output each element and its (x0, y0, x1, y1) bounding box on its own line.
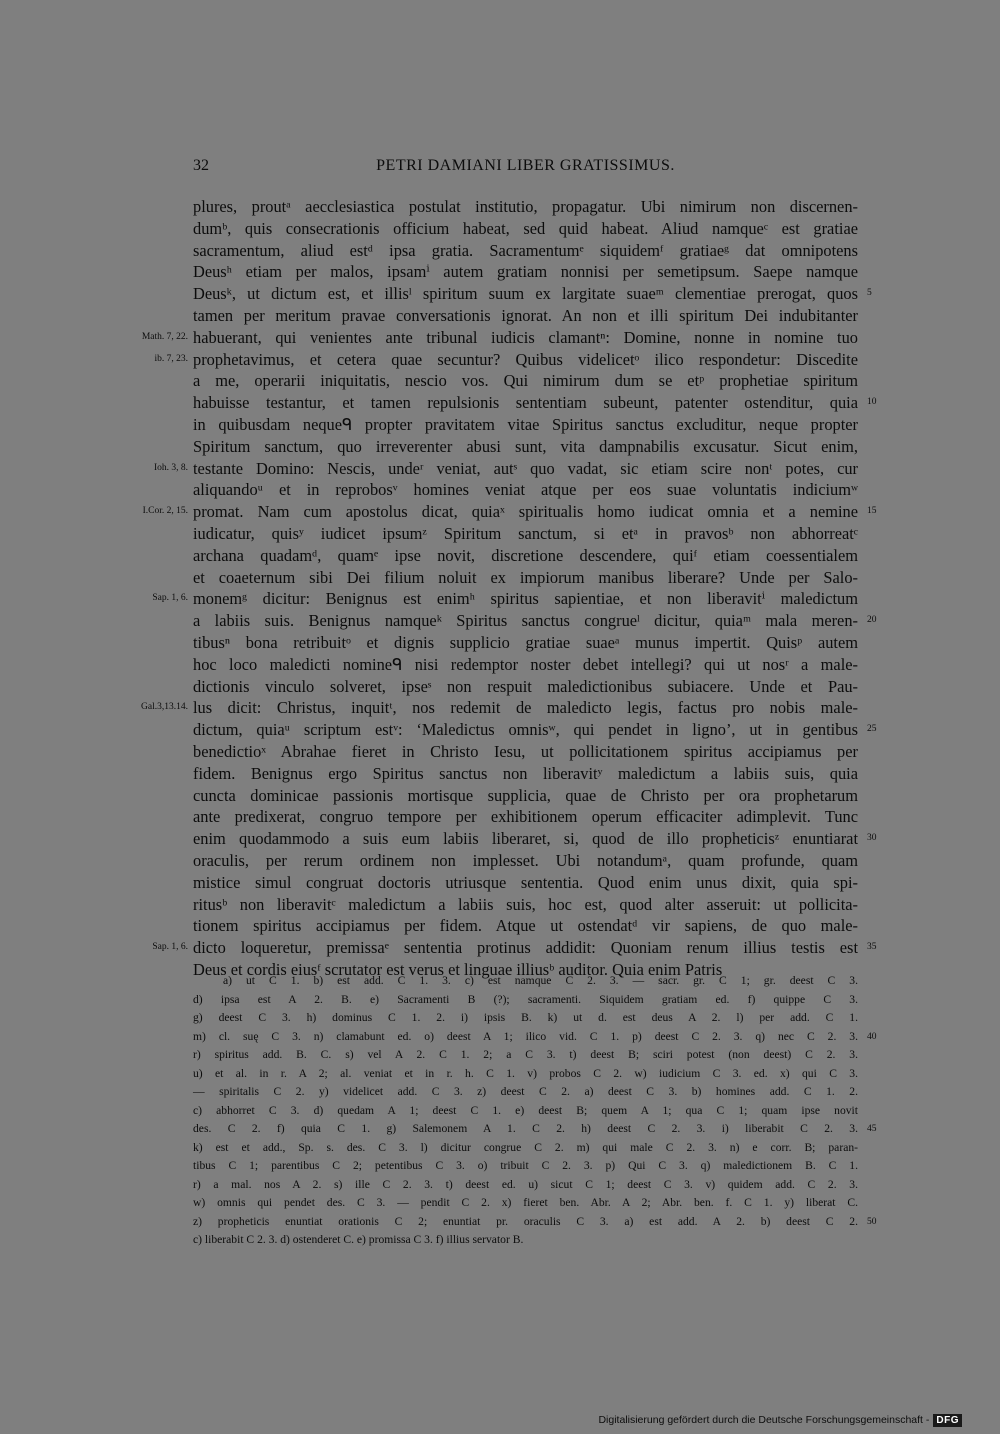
text-line (193, 850, 858, 872)
margin-reference: ib. 7, 23. (154, 353, 188, 364)
text-line (142, 501, 877, 523)
footnote-text: a) ut C 1. b) est add. C 1. 3. c) est namque C 2. 3. — sacr. gr. C 1; gr. deest C 3. (223, 974, 858, 987)
text-line (193, 872, 858, 894)
text-line (193, 240, 858, 262)
footnote-line (193, 1194, 858, 1213)
line-number: 20 (867, 615, 877, 626)
margin-reference: Sap. 1, 6. (152, 942, 188, 953)
line-text: Spiritum sanctum, quo irreverenter abusi sunt, vita dampnabilis excusatur. Sicut enim, (193, 436, 858, 456)
footnote-line (193, 1102, 858, 1121)
line-text: ante predixerat, congruo tempore per exhibitionem operum efficaciter adimplevit. Tunc (193, 807, 858, 827)
margin-reference: Sap. 1, 6. (152, 593, 188, 604)
line-text: promat. Nam cum apostolus dicat, quiaˣ spiritualis homo iudicat omnia et a nemine (193, 502, 858, 522)
line-number: 40 (867, 1031, 877, 1042)
line-text: enim quodammodo a suis eum labiis liberaret, si, quod de illo propheticisᶻ enuntiarat (193, 829, 858, 849)
footnotes (193, 972, 877, 1250)
line-text: oraculis, per rerum ordinem non implesset. Ubi notandumᵃ, quam profunde, quam (193, 850, 858, 870)
line-text: archana quadamᵈ, quamᵉ ipse novit, discretione descendere, quiᶠ etiam coessentialem (193, 545, 858, 565)
line-text: et coaeternum sibi Dei filium noluit ex impiorum manibus liberare? Unde per Salo- (193, 567, 858, 587)
text-line (193, 261, 858, 283)
line-text: benedictioˣ Abrahae fieret in Christo Iesu, ut pollicitationem spiritus accipiamus per (193, 741, 858, 761)
footnote-line (193, 1009, 858, 1028)
line-text: plures, proutᵃ aecclesiastica postulat institutio, propagatur. Ubi nimirum non discernen- (193, 197, 858, 216)
footnote-line (193, 1083, 858, 1102)
line-number: 50 (867, 1216, 877, 1227)
line-text: habuerant, qui venientes ante tribunal iudicis clamantⁿ: Domine, nonne in nomine tuo (193, 327, 858, 347)
line-text: habuisse testantur, et tamen repulsionis sententiam subeunt, patenter ostenditur, quia (193, 393, 858, 413)
text-line (193, 785, 858, 807)
footnote-text: g) deest C 3. h) dominus C 1. 2. i) ipsis B. k) ut d. est deus A 2. l) per add. C 1. (193, 1011, 858, 1024)
line-text: testante Domino: Nescis, undeʳ veniat, autˢ quo vadat, sic etiam scire nonᵗ potes, cur (193, 458, 858, 478)
line-text: in quibusdam nequeᑫ propter pravitatem vitae Spiritus sanctus excluditur, neque propter (193, 414, 858, 434)
line-text: hoc loco maledicti nomineᑫ nisi redemptor noster debet intellegi? qui ut nosʳ a male- (193, 654, 858, 674)
main-text (141, 196, 877, 981)
margin-reference: I.Cor. 2, 15. (142, 506, 188, 517)
text-line (193, 654, 858, 676)
footnote-line (193, 1065, 858, 1084)
margin-reference: Ioh. 3, 8. (153, 462, 188, 473)
line-text: Deus et cordis eiusᶠ scrutator est verus et linguae illiusᵇ auditor. Quia enim Patris (193, 959, 723, 979)
line-number: 25 (867, 724, 877, 735)
line-number: 10 (867, 397, 877, 408)
dfg-logo: DFG (933, 1414, 962, 1427)
text-line (154, 349, 858, 371)
footnote-line (193, 991, 858, 1010)
text-line (193, 915, 858, 937)
text-line (193, 806, 858, 828)
text-line (193, 305, 858, 327)
text-line (193, 283, 872, 305)
margin-reference: Math. 7, 22. (141, 331, 188, 342)
page-number: 32 (193, 157, 209, 174)
text-line (193, 196, 858, 218)
text-line (153, 458, 858, 480)
line-text: tamen per meritum pravae conversationis ignorat. An non et illi spiritum Dei indubitanter (193, 305, 858, 325)
line-text: a labiis suis. Benignus namqueᵏ Spiritus sanctus congrueˡ dicitur, quiaᵐ mala meren- (193, 611, 858, 631)
text-line (193, 741, 858, 763)
footnote-text: k) est et add., Sp. s. des. C 3. l) dicitur congrue C 2. m) qui male C 2. 3. n) e corr. B; paran- (193, 1140, 858, 1154)
text-line (193, 676, 858, 698)
footnote-text: m) cl. suę C 3. n) clamabunt ed. o) deest A 1; ilico vid. C 1. p) deest C 2. 3. q) nec C 2. 3. (193, 1029, 858, 1043)
footnote-text: c) abhorret C 3. d) quedam A 1; deest C 1. e) deest B; quem A 1; qua C 1; quam ipse novit (193, 1103, 858, 1117)
footnote-text: r) a mal. nos A 2. s) ille C 2. 3. t) deest ed. u) sicut C 1; deest C 3. v) quidem add. C 2. 3. (193, 1177, 858, 1191)
footnote-text: des. C 2. f) quia C 1. g) Salemonem A 1. C 2. h) deest C 2. 3. i) liberabit C 2. 3. (193, 1122, 858, 1135)
line-text: aliquandoᵘ et in reprobosᵛ homines veniat atque per eos suae voluntatis indiciumʷ (193, 480, 858, 500)
line-text: Deusʰ etiam per malos, ipsamⁱ autem gratiam nonnisi per semetipsum. Saepe namque (193, 262, 858, 282)
line-text: dumᵇ, quis consecrationis officium habeat, sed quid habeat. Aliud namqueᶜ est gratiae (193, 218, 858, 238)
text-line (193, 523, 858, 545)
text-line (193, 719, 877, 741)
text-line (193, 414, 858, 436)
line-text: mistice simul congruat doctoris utriusque sententia. Quod enim unus dixit, quia spi- (193, 872, 858, 892)
text-line (152, 937, 877, 959)
footnote-text: tibus C 1; parentibus C 2; petentibus C 3. o) tribuit C 2. 3. p) Qui C 3. q) maledictionem B. C 1. (193, 1159, 858, 1172)
footnote-text: r) spiritus add. B. C. s) vel A 2. C 1. 2; a C 3. t) deest B; sciri potest (non deest) C 2. 3. (193, 1048, 858, 1061)
line-text: a me, operarii iniquitatis, nescio vos. Qui nimirum dum se etᵖ prophetiae spiritum (193, 371, 858, 391)
funding-footer (598, 1410, 962, 1430)
line-text: prophetavimus, et cetera quae secuntur? Quibus videlicetᵒ ilico respondetur: Discedite (193, 349, 858, 369)
text-line (193, 370, 858, 392)
funding-text: Digitalisierung gefördert durch die Deutsche Forschungsgemeinschaft - (598, 1414, 930, 1426)
line-text: tibusⁿ bona retribuitᵒ et dignis supplicio gratiae suaeᵃ munus impertit. Quisᵖ autem (193, 632, 858, 652)
line-number: 45 (867, 1124, 877, 1134)
line-number: 30 (867, 833, 877, 844)
text-line (193, 545, 858, 567)
text-line (193, 567, 858, 589)
footnote-text: u) et al. in r. A 2; al. veniat et in r. h. C 1. v) probos C 2. w) iudicium C 3. ed. x) qui C 3. (193, 1066, 858, 1080)
text-line (193, 894, 858, 916)
running-title: PETRI DAMIANI LIBER GRATISSIMUS. (376, 157, 675, 174)
line-number: 35 (867, 942, 877, 953)
line-text: lus dicit: Christus, inquitᵗ, nos redemit de maledicto legis, factus pro nobis male- (193, 698, 858, 718)
line-text: dictum, quiaᵘ scriptum estᵛ: ‘Maledictus omnisʷ, qui pendet in ligno’, ut in gentibus (193, 720, 858, 740)
text-line (193, 436, 858, 458)
text-line (193, 479, 858, 501)
footnote-line (193, 1046, 858, 1065)
text-line (193, 218, 858, 240)
line-text: dictionis vinculo solveret, ipseˢ non respuit maledictionibus subiacere. Unde et Pau- (193, 676, 858, 696)
text-line (193, 632, 858, 654)
margin-reference: Gal.3,13.14. (141, 702, 188, 713)
line-text: Deusᵏ, ut dictum est, et illisˡ spiritum suum ex largitate suaeᵐ clementiae prerogat, quos (193, 284, 858, 304)
footnote-text: d) ipsa est A 2. B. e) Sacramenti B (?); sacramenti. Siquidem gratiam ed. f) quippe C 3. (193, 992, 858, 1006)
line-text: cuncta dominicae passionis mortisque supplicia, quae de Christo per ora prophetarum (193, 785, 858, 805)
footnote-line (193, 1028, 877, 1047)
line-number: 5 (867, 288, 872, 299)
text-line (141, 327, 858, 349)
line-text: iudicatur, quisʸ iudicet ipsumᶻ Spiritum sanctum, si etᵃ in pravosᵇ non abhorreatᶜ (193, 523, 858, 543)
footnote-line (193, 1120, 877, 1139)
line-text: tionem spiritus accipiamus per fidem. Atque ut ostendatᵈ vir sapiens, de quo male- (193, 916, 858, 936)
footnote-line (193, 1213, 877, 1232)
line-number: 15 (867, 506, 877, 517)
line-text: dicto loqueretur, premissaᵉ sententia protinus addidit: Quoniam renum illius testis est (193, 938, 858, 958)
text-line (193, 392, 877, 414)
line-text: monemᵍ dicitur: Benignus est enimʰ spiritus sapientiae, et non liberavitⁱ maledictum (193, 589, 858, 609)
line-text: fidem. Benignus ergo Spiritus sanctus non liberavitʸ maledictum a labiis suis, quia (193, 763, 858, 783)
footnote-line (193, 1176, 858, 1195)
footnote-text: — spiritalis C 2. y) videlicet add. C 3. z) deest C 2. a) deest C 3. b) homines add. C 1. 2. (193, 1085, 858, 1098)
footnote-line (193, 1157, 858, 1176)
footnote-line (193, 972, 858, 991)
text-line (141, 697, 858, 719)
page-header (193, 157, 858, 181)
footnote-text: w) omnis qui pendet des. C 3. — pendit C 2. x) fieret ben. Abr. A 2; Abr. ben. f. C 1. y) liberat C. (193, 1196, 858, 1209)
footnote-text: c) liberabit C 2. 3. d) ostenderet C. e) promissa C 3. f) illius servator B. (193, 1233, 524, 1246)
text-line (152, 588, 858, 610)
text-line (193, 610, 877, 632)
line-text: ritusᵇ non liberavitᶜ maledictum a labiis suis, hoc est, quod alter asseruit: ut pollicita- (193, 894, 858, 914)
line-text: sacramentum, aliud estᵈ ipsa gratia. Sacramentumᵉ siquidemᶠ gratiaeᵍ dat omnipotens (193, 240, 858, 260)
text-line (193, 828, 877, 850)
footnote-text: z) propheticis enuntiat orationis C 2; enuntiat pr. oraculis C 3. a) est add. A 2. b) deest C 2. (193, 1214, 858, 1228)
footnote-line (193, 1139, 858, 1158)
text-line (193, 763, 858, 785)
footnote-line (193, 1231, 858, 1250)
